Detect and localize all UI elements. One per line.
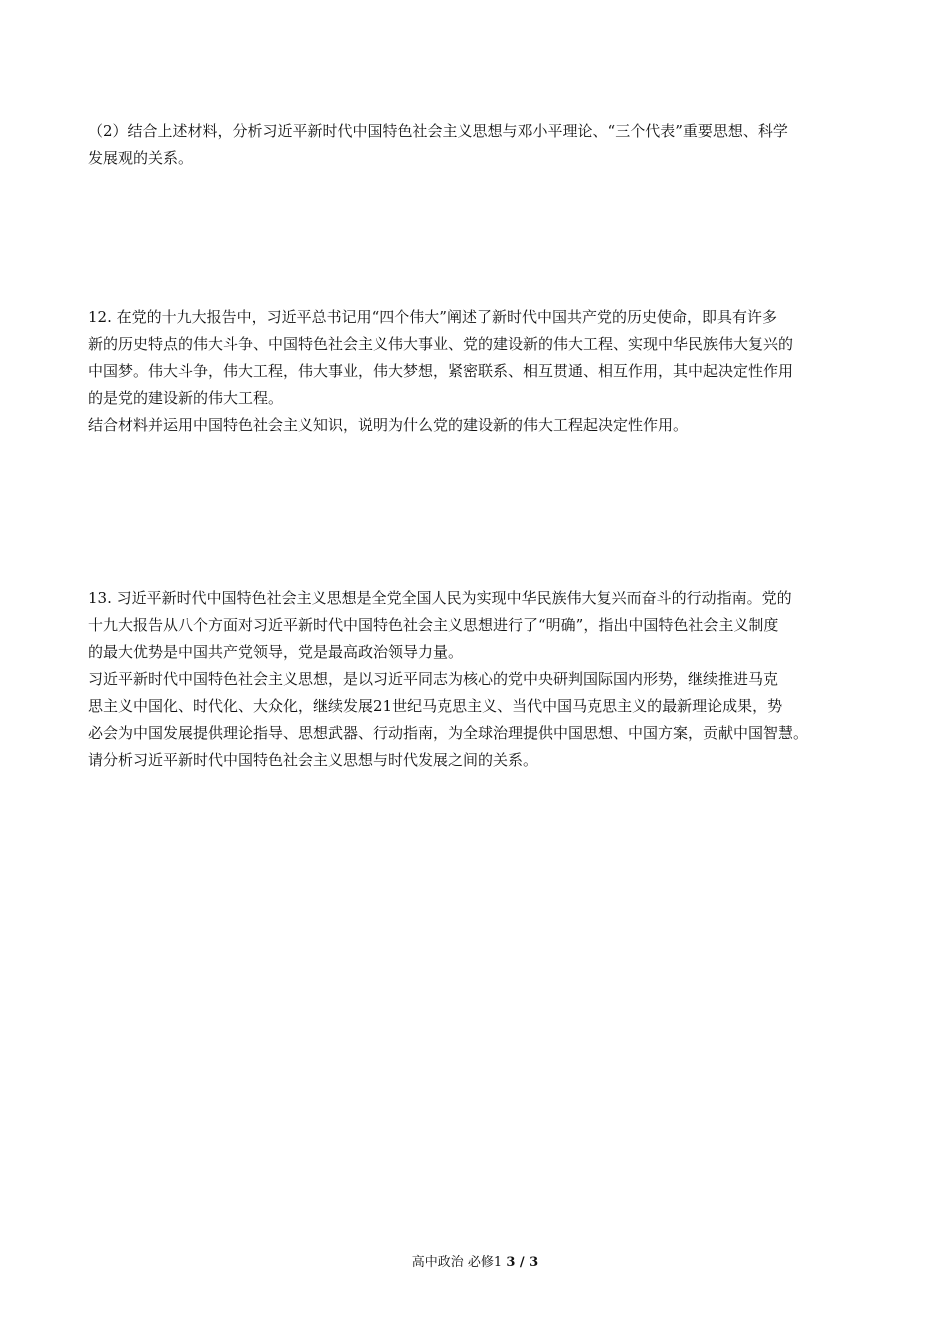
question-12: [88, 304, 864, 439]
question-text-line: （2）结合上述材料，分析习近平新时代中国特色社会主义思想与邓小平理论、“三个代表”重要思想、科学: [88, 122, 788, 140]
question-text-line: 中国梦。伟大斗争，伟大工程，伟大事业，伟大梦想，紧密联系、相互贯通、相互作用，其中起决定性作用: [88, 362, 794, 380]
question-prompt-line: 请分析习近平新时代中国特色社会主义思想与时代发展之间的关系。: [88, 751, 539, 769]
question-13: [88, 585, 864, 774]
question-text-line: 必会为中国发展提供理论指导、思想武器、行动指南，为全球治理提供中国思想、中国方案，贡献中国智慧。: [88, 724, 809, 742]
page-number: 3 / 3: [506, 1255, 539, 1270]
question-prompt-line: 结合材料并运用中国特色社会主义知识，说明为什么党的建设新的伟大工程起决定性作用。: [88, 416, 689, 434]
question-text-line: 新的历史特点的伟大斗争、中国特色社会主义伟大事业、党的建设新的伟大工程、实现中华民族伟大复兴的: [88, 335, 794, 353]
question-text-line: 十九大报告从八个方面对习近平新时代中国特色社会主义思想进行了“明确”，指出中国特色社会主义制度: [88, 616, 779, 634]
question-text-line: 12. 在党的十九大报告中，习近平总书记用“四个伟大”阐述了新时代中国共产党的历史使命，即具有许多: [88, 308, 777, 326]
question-text-line: 的最大优势是中国共产党领导，党是最高政治领导力量。: [88, 643, 464, 661]
question-text-line: 的是党的建设新的伟大工程。: [88, 389, 284, 407]
question-text-line: 思主义中国化、时代化、大众化，继续发展21世纪马克思主义、当代中国马克思主义的最新理论成果，势: [88, 697, 783, 715]
question-11-part-2: [88, 118, 864, 172]
question-text-line: 发展观的关系。: [88, 149, 194, 167]
footer-course-label: 高中政治 必修1: [411, 1255, 503, 1270]
question-text-line: 习近平新时代中国特色社会主义思想，是以习近平同志为核心的党中央研判国际国内形势，继续推进马克: [88, 670, 779, 688]
page-footer: [0, 1254, 950, 1272]
question-text-line: 13. 习近平新时代中国特色社会主义思想是全党全国人民为实现中华民族伟大复兴而奋斗的行动指南。党的: [88, 589, 792, 607]
